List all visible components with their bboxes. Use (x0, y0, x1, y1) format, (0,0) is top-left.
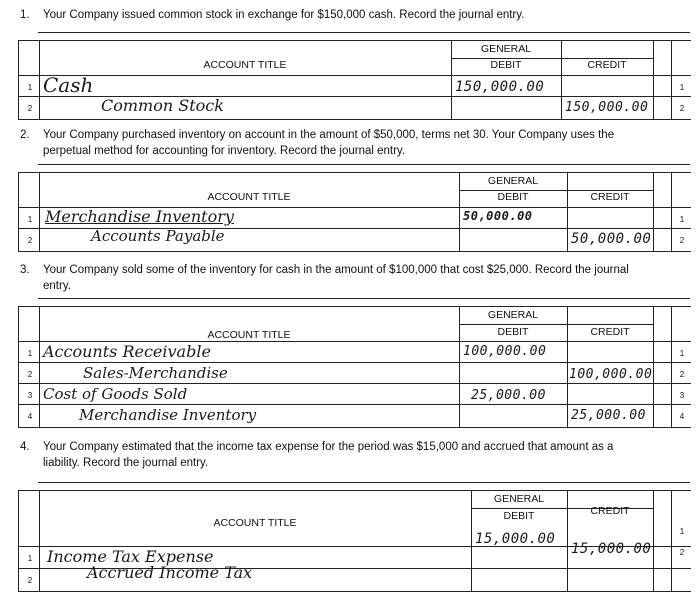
credit-amount[interactable]: 25,000.00 (571, 408, 646, 423)
line-number-right: 2 (679, 104, 685, 113)
account-entry[interactable]: Income Tax Expense (47, 547, 214, 566)
question-3-text-line2: entry. (43, 280, 71, 292)
account-entry[interactable]: Common Stock (101, 96, 224, 115)
question-2 (20, 128, 692, 160)
debit-amount[interactable]: 50,000.00 (463, 209, 533, 223)
question-4 (20, 440, 692, 472)
credit-header: CREDIT (590, 326, 630, 338)
line-number-right: 2 (679, 370, 685, 379)
account-entry[interactable]: Cash (43, 73, 94, 97)
account-entry[interactable]: Sales-Merchandise (83, 364, 228, 382)
general-header: GENERAL (493, 493, 545, 505)
journal-table-2[interactable] (18, 172, 691, 252)
debit-header: DEBIT (503, 510, 535, 522)
line-number-right: 1 (679, 83, 685, 92)
question-1-number: 1. (20, 9, 30, 21)
debit-amount[interactable]: 15,000.00 (475, 531, 556, 547)
question-2-number: 2. (20, 129, 30, 141)
debit-header: DEBIT (497, 326, 529, 338)
journal-table-1[interactable] (18, 40, 691, 120)
line-number: 2 (27, 576, 33, 585)
question-1 (20, 8, 690, 24)
line-number-right: 2 (679, 236, 685, 245)
account-title-header: ACCOUNT TITLE (203, 59, 287, 71)
line-number-right: 1 (679, 527, 685, 536)
question-3-rule (38, 298, 690, 299)
question-1-rule (38, 32, 690, 33)
line-number: 1 (27, 215, 33, 224)
line-number: 4 (27, 412, 33, 421)
question-4-text-line1: Your Company estimated that the income tax expense for the period was $15,000 and accrued that amount as a (43, 441, 614, 453)
question-3-text-line1: Your Company sold some of the inventory for cash in the amount of $100,000 that cost $25,000. Record the journal (43, 264, 629, 276)
account-entry[interactable]: Merchandise Inventory (79, 406, 257, 424)
account-entry[interactable]: Cost of Goods Sold (43, 385, 188, 403)
question-4-number: 4. (20, 441, 30, 453)
general-header: GENERAL (487, 175, 539, 187)
question-2-text-line1: Your Company purchased inventory on account in the amount of $50,000, terms net 30. Your Company uses the (43, 129, 615, 141)
question-1-text: Your Company issued common stock in exchange for $150,000 cash. Record the journal entry. (43, 9, 525, 21)
line-number: 1 (27, 554, 33, 563)
debit-header: DEBIT (497, 191, 529, 203)
line-number-right: 4 (679, 412, 685, 421)
line-number-right: 1 (679, 215, 685, 224)
question-3-number: 3. (20, 264, 30, 276)
credit-amount[interactable]: 100,000.00 (569, 367, 653, 382)
account-entry[interactable]: Merchandise Inventory (45, 207, 234, 226)
line-number-right: 2 (679, 548, 685, 557)
line-number: 1 (27, 83, 33, 92)
credit-amount[interactable]: 50,000.00 (571, 231, 652, 247)
credit-amount[interactable]: 150,000.00 (565, 100, 649, 115)
journal-table-3[interactable] (18, 306, 691, 428)
line-number: 3 (27, 391, 33, 400)
account-entry[interactable]: Accrued Income Tax (87, 563, 253, 582)
general-header: GENERAL (480, 43, 532, 55)
credit-header: CREDIT (590, 191, 630, 203)
account-title-header: ACCOUNT TITLE (213, 517, 297, 529)
account-title-header: ACCOUNT TITLE (207, 191, 291, 203)
question-3 (20, 263, 692, 295)
question-4-rule (38, 482, 690, 483)
credit-header: CREDIT (587, 59, 627, 71)
debit-amount[interactable]: 100,000.00 (463, 344, 547, 359)
general-header: GENERAL (487, 309, 539, 321)
question-2-rule (38, 164, 690, 165)
line-number: 2 (27, 104, 33, 113)
line-number: 1 (27, 349, 33, 358)
line-number: 2 (27, 236, 33, 245)
line-number-right: 1 (679, 349, 685, 358)
debit-amount[interactable]: 150,000.00 (455, 79, 545, 95)
line-number: 2 (27, 370, 33, 379)
credit-header: CREDIT (590, 505, 630, 517)
account-title-header: ACCOUNT TITLE (207, 329, 291, 341)
question-2-text-line2: perpetual method for accounting for inventory. Record the journal entry. (43, 145, 406, 157)
account-entry[interactable]: Accounts Payable (91, 227, 225, 245)
line-number-right: 3 (679, 391, 685, 400)
debit-amount[interactable]: 25,000.00 (471, 388, 546, 403)
debit-header: DEBIT (490, 59, 522, 71)
credit-amount[interactable]: 15,000.00 (571, 541, 652, 557)
question-4-text-line2: liability. Record the journal entry. (43, 457, 209, 469)
account-entry[interactable]: Accounts Receivable (43, 342, 211, 361)
journal-table-4[interactable] (18, 490, 691, 592)
